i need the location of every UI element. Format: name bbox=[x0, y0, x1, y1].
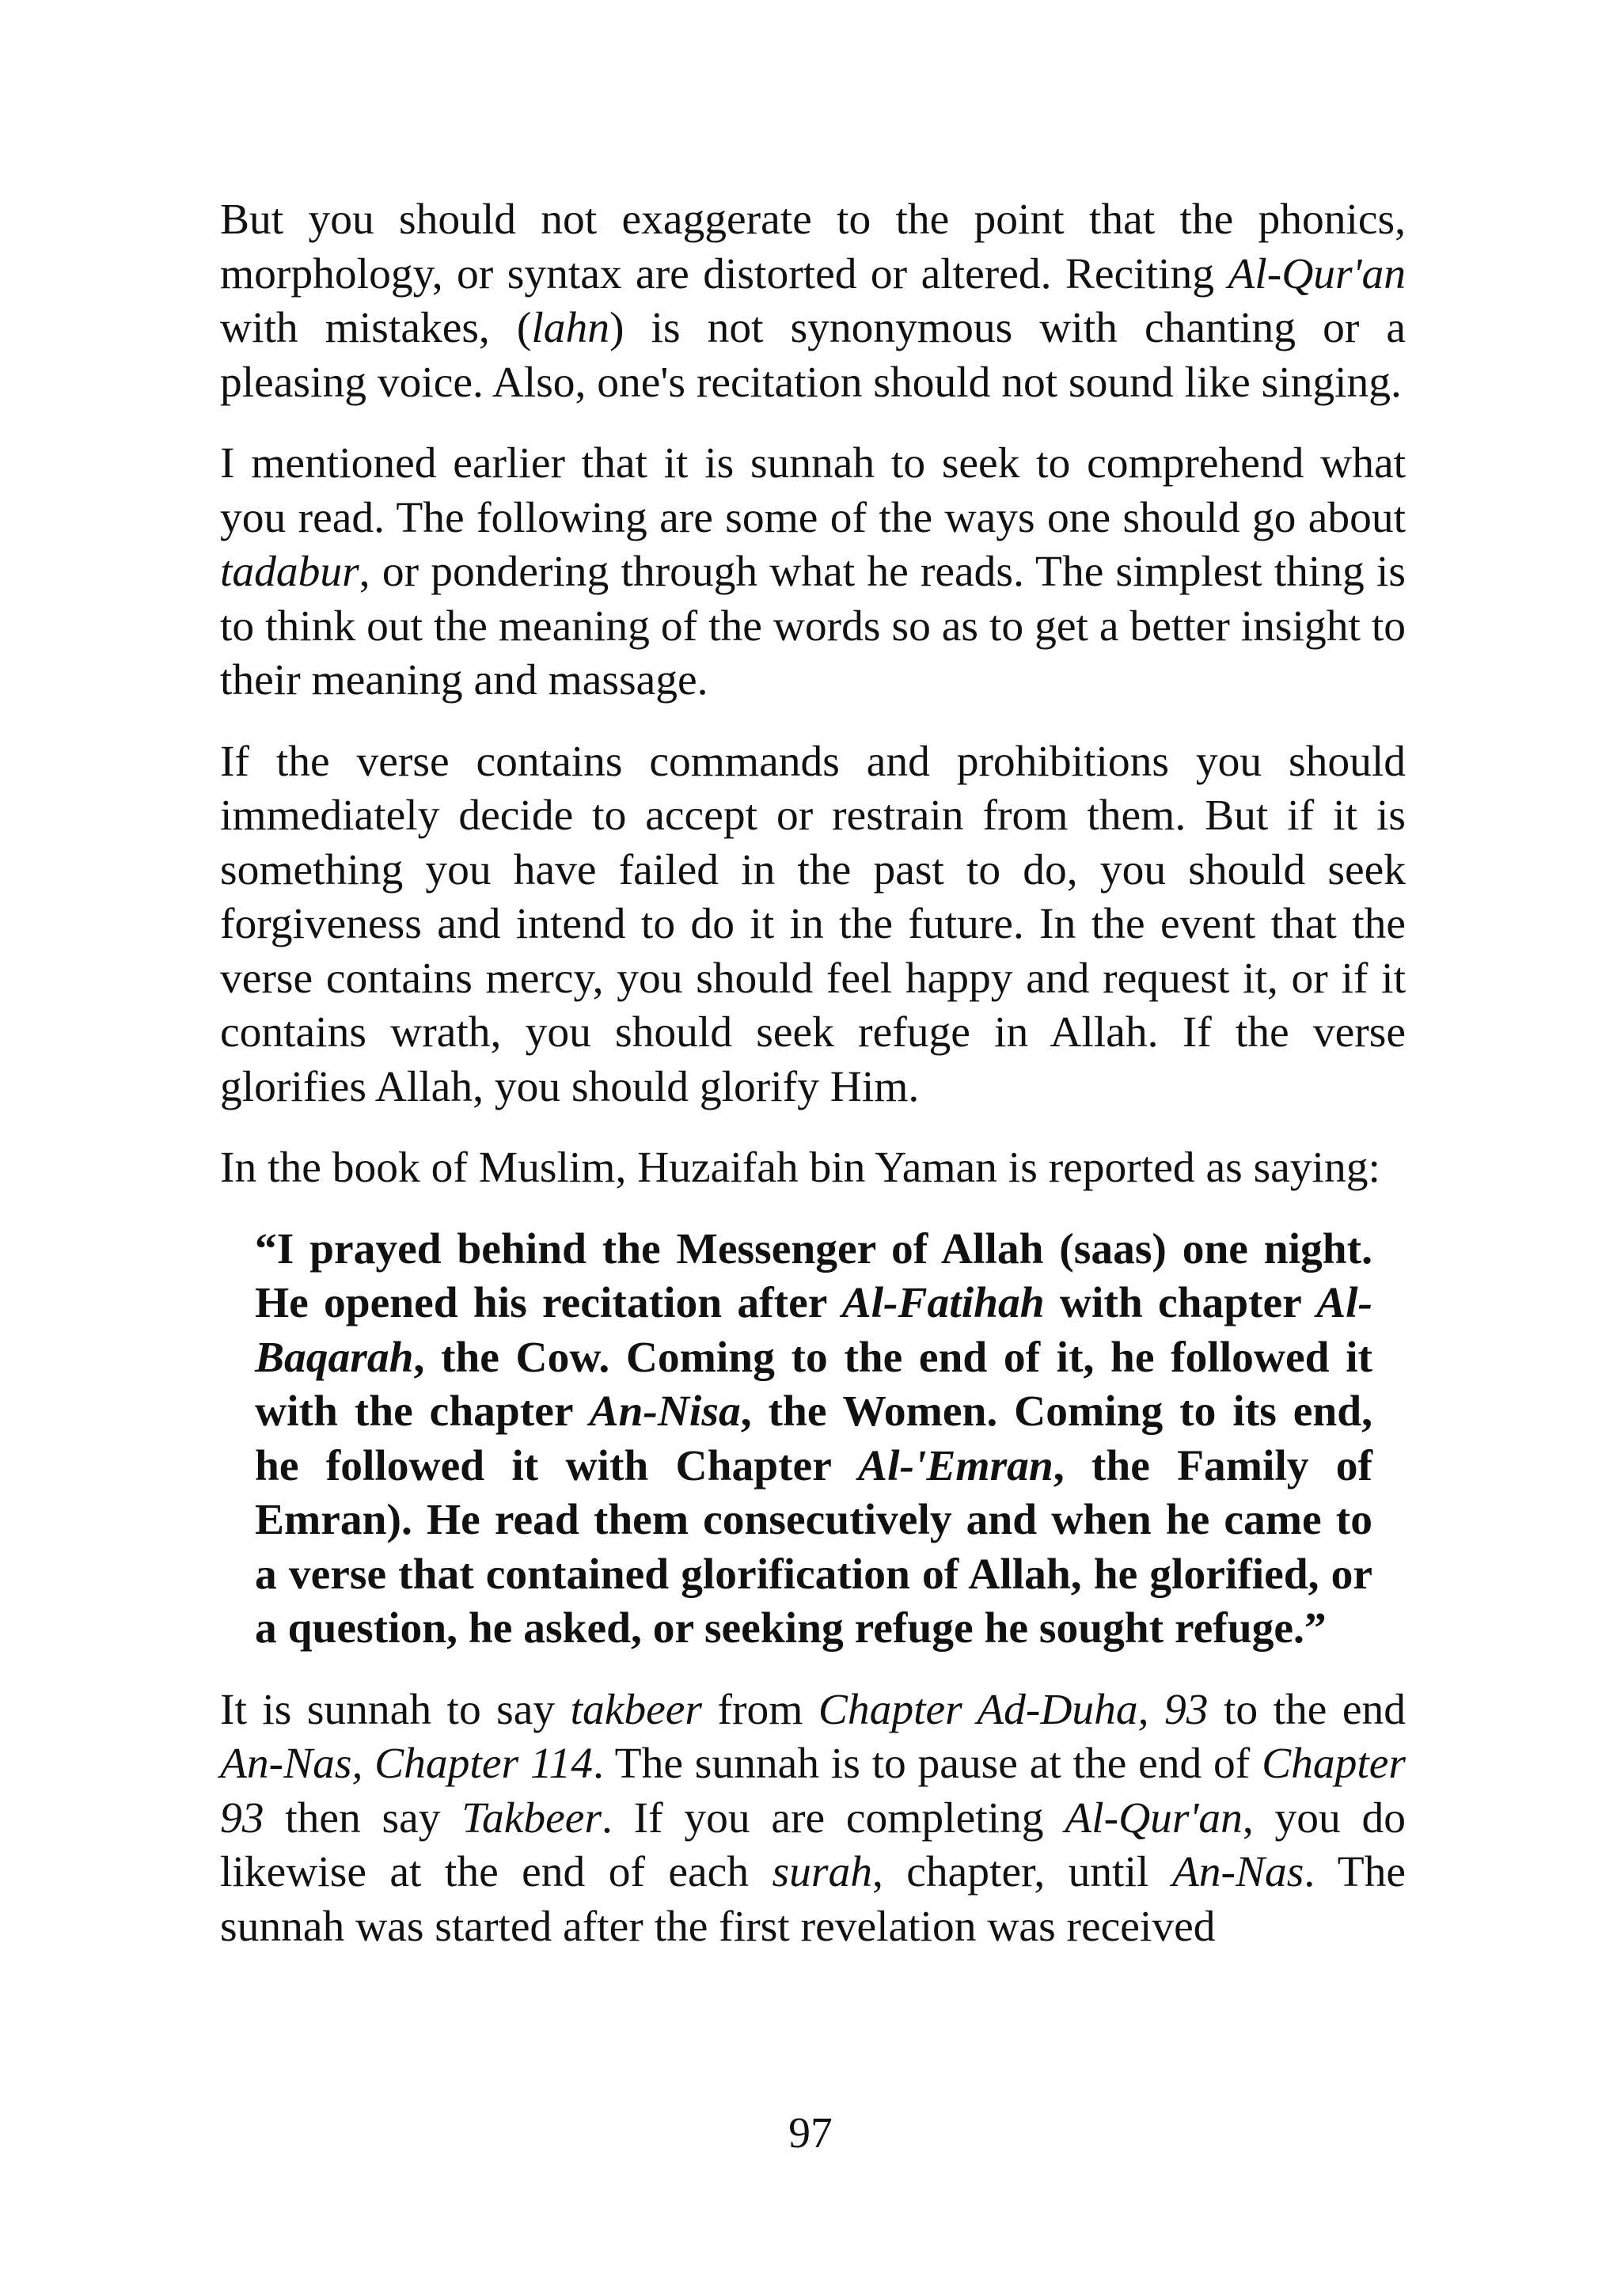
text-run: , chapter, until bbox=[871, 1848, 1172, 1896]
hadith-quote bbox=[255, 1223, 1372, 1657]
text-run: In the book of Muslim, Huzaifah bin Yaman is reported as saying: bbox=[220, 1144, 1380, 1192]
page-number: 97 bbox=[788, 2109, 833, 2157]
text-run: . The sunnah was started after the first revelation was received bbox=[220, 1848, 1406, 1951]
text-run: then say bbox=[264, 1793, 462, 1842]
text-run: . The sunnah is to pause at the end of bbox=[593, 1740, 1262, 1788]
text-run: , the Women. Coming to its end, he followed it with Chapter bbox=[255, 1387, 1372, 1490]
text-run: If the verse contains commands and prohibitions you should immediately decide to accept or restrain from them. But if it is something you have failed in the past to do, you should seek forgiveness and intend to do it in the future. In the event that the verse contains mercy, you should feel happy and request it, or if it contains wrath, you should seek refuge in Allah. If the verse glorifies Allah, you should glorify Him. bbox=[220, 737, 1406, 1111]
text-run: But you should not exaggerate to the point that the phonics, morphology, or syntax are distorted or altered. Reciting bbox=[220, 195, 1406, 298]
italic-term: An-Nas bbox=[1171, 1848, 1304, 1896]
italic-term: Chapter Ad-Duha, 93 bbox=[818, 1685, 1209, 1734]
paragraph-recitation-mistakes bbox=[220, 193, 1406, 410]
paragraph-takbeer bbox=[220, 1683, 1406, 1955]
italic-term: Al-Baqarah bbox=[255, 1279, 1372, 1382]
text-run: with chapter bbox=[1044, 1279, 1317, 1327]
text-run: , the Cow. Coming to the end of it, he followed it with the chapter bbox=[255, 1333, 1372, 1436]
italic-term: Al-Qur'an bbox=[1228, 249, 1406, 298]
italic-term: tadabur bbox=[220, 548, 359, 596]
page-body bbox=[220, 193, 1406, 1981]
italic-term: An-Nas, Chapter 114 bbox=[220, 1740, 594, 1788]
text-run: from bbox=[702, 1685, 818, 1734]
text-run: , or pondering through what he reads. The simplest thing is to think out the meaning of the words so as to get a better insight to their meaning and massage. bbox=[220, 548, 1406, 704]
italic-term: takbeer bbox=[570, 1685, 703, 1734]
text-run: , the Family of Emran). He read them consecutively and when he came to a verse that contained glorification of Allah, he glorified, or a question, he asked, or seeking refuge he sought refuge.” bbox=[255, 1441, 1373, 1653]
text-run: I mentioned earlier that it is sunnah to seek to comprehend what you read. The following are some of the ways one should go about bbox=[220, 439, 1406, 542]
text-run: “I prayed behind the Messenger of Allah (saas) one night. He opened his recitation after bbox=[255, 1224, 1372, 1327]
italic-term: Al-Qur'an bbox=[1065, 1793, 1243, 1842]
italic-term: Chapter 93 bbox=[220, 1740, 1406, 1842]
italic-term: Takbeer bbox=[461, 1793, 602, 1842]
paragraph-commands bbox=[220, 735, 1406, 1115]
italic-term: surah bbox=[772, 1848, 872, 1896]
text-run: , you do likewise at the end of each bbox=[220, 1793, 1406, 1896]
italic-term: An-Nisa bbox=[589, 1387, 741, 1436]
text-run: with mistakes, ( bbox=[220, 304, 532, 352]
text-run: . If you are completing bbox=[602, 1793, 1065, 1842]
italic-term: lahn bbox=[531, 304, 610, 352]
italic-term: Al-'Emran bbox=[858, 1441, 1053, 1490]
italic-term: Al-Fatihah bbox=[841, 1279, 1045, 1327]
paragraph-tadabur bbox=[220, 437, 1406, 708]
paragraph-muslim-report bbox=[220, 1141, 1406, 1196]
text-run: ) is not synonymous with chanting or a pleasing voice. Also, one's recitation should not sound like singing. bbox=[220, 304, 1406, 407]
text-run: to the end bbox=[1208, 1685, 1407, 1734]
text-run: It is sunnah to say bbox=[220, 1685, 571, 1734]
